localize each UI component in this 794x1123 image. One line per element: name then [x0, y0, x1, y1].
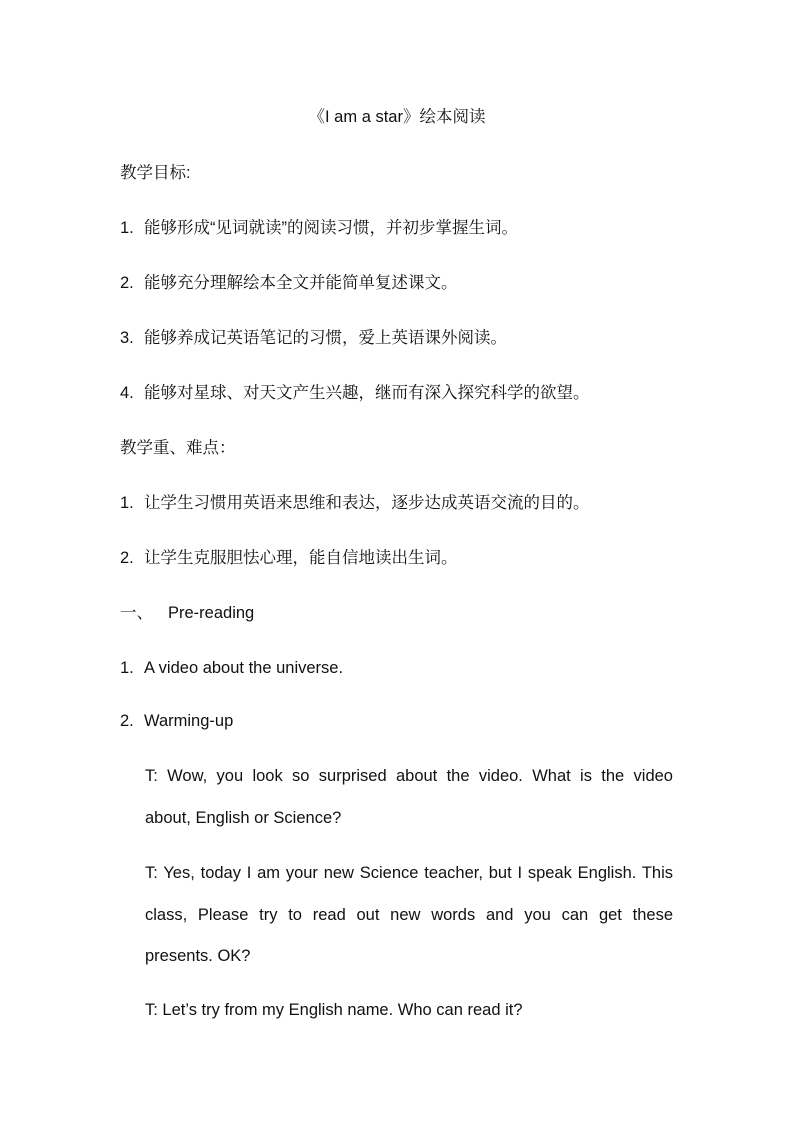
- dialogue-line: class, Please try to read out new words and you can get these: [145, 906, 673, 924]
- dialogue-paragraph: [145, 863, 673, 966]
- section-item: [120, 658, 343, 678]
- item-text: 能够对星球、对天文产生兴趣，继而有深入探究科学的欲望。: [144, 384, 590, 402]
- item-text: 让学生克服胆怯心理，能自信地读出生词。: [144, 549, 458, 567]
- item-text: 能够形成“见词就读”的阅读习惯，并初步掌握生词。: [144, 219, 518, 237]
- item-number: 3.: [120, 329, 134, 347]
- dialogue-line: T: Wow, you look so surprised about the video. What is the video: [145, 767, 673, 785]
- key-point-item: [120, 493, 590, 513]
- item-number: 1.: [120, 219, 134, 237]
- dialogue-line: presents. OK?: [145, 947, 251, 965]
- objective-item: [120, 273, 458, 293]
- key-point-item: [120, 548, 458, 568]
- item-text: Warming-up: [144, 712, 234, 730]
- item-number: 2.: [120, 274, 134, 292]
- objective-item: [120, 328, 507, 348]
- item-number: 2.: [120, 549, 134, 567]
- item-text: 能够养成记英语笔记的习惯，爱上英语课外阅读。: [144, 329, 507, 347]
- item-number: 1.: [120, 659, 134, 677]
- dialogue-paragraph: [145, 766, 673, 828]
- document-title: 《I am a star》绘本阅读: [308, 108, 486, 126]
- item-text: A video about the universe.: [144, 659, 344, 677]
- objectives-heading: 教学目标:: [120, 164, 191, 182]
- dialogue-line: T: Yes, today I am your new Science teacher, but I speak English. This: [145, 864, 673, 882]
- section-title: Pre-reading: [168, 604, 255, 622]
- objective-item: [120, 218, 518, 238]
- item-number: 2.: [120, 712, 134, 730]
- item-number: 4.: [120, 384, 134, 402]
- item-text: 能够充分理解绘本全文并能简单复述课文。: [144, 274, 458, 292]
- item-text: 让学生习惯用英语来思维和表达，逐步达成英语交流的目的。: [144, 494, 590, 512]
- dialogue-line: about, English or Science?: [145, 809, 342, 827]
- section-heading: [120, 603, 254, 623]
- section-item: [120, 711, 233, 731]
- section-number: 一、: [120, 604, 153, 622]
- objective-item: [120, 383, 590, 403]
- dialogue-paragraph: [145, 1000, 673, 1020]
- item-number: 1.: [120, 494, 134, 512]
- key-points-heading: 教学重、难点：: [120, 439, 236, 457]
- dialogue-line: T: Let’s try from my English name. Who can read it?: [145, 1001, 523, 1019]
